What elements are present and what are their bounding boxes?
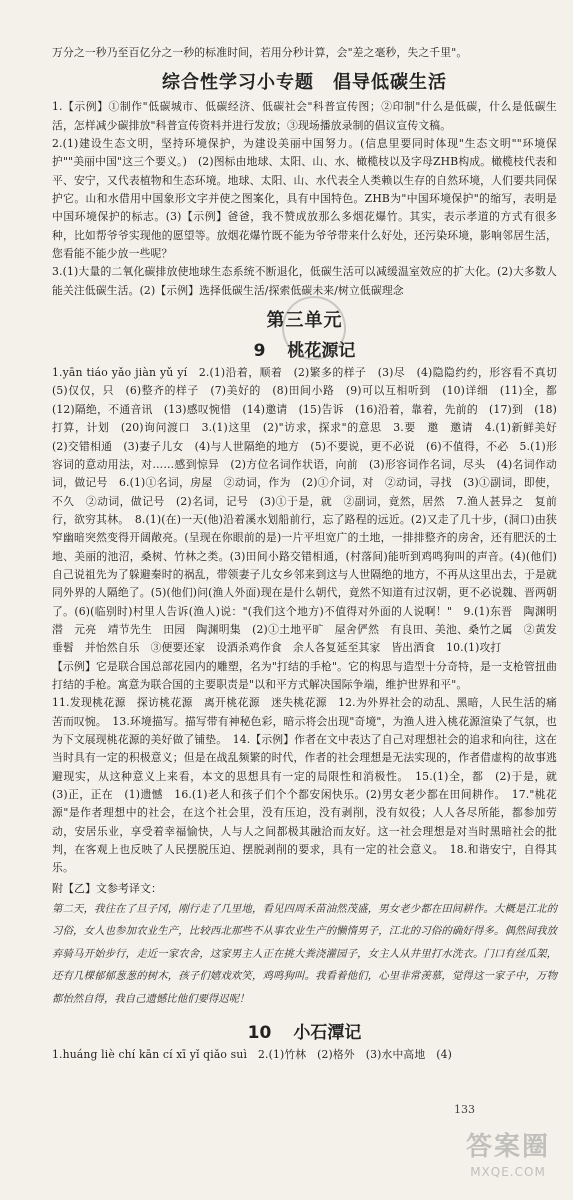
intro-paragraph: 万分之一秒乃至百亿分之一秒的标准时间，若用分秒计算，会"差之毫秒，失之千里"。 xyxy=(52,46,468,59)
lesson-10-title: 小石潭记 xyxy=(293,1023,362,1044)
site-watermark xyxy=(452,1130,564,1192)
lesson-9-example: 【示例】它是联合国总部花园内的雕塑，名为"打结的手枪"。它的构思与造型十分奇特，是一支枪管扭曲打结的手枪。寓意为联合国的主要职责是"以和平方式解决国际争端，维护世界和平"。 xyxy=(52,659,557,691)
page-number: 133 xyxy=(454,1103,475,1116)
lesson-10-number: 10 xyxy=(247,1023,272,1044)
section-answer-1: 1.【示例】①制作"低碳城市、低碳经济、低碳社会"科普宣传图；②印制"什么是低碳，什么是低碳生活，怎样减少碳排放"科普宣传资料并进行发放；③现场播放录制的倡议宣传文稿。 xyxy=(52,100,557,132)
watermark-logo-text: 答案圈 xyxy=(465,1132,550,1162)
translation-text: 第二天，我往在了旦子冈，刚行走了几里地，看见四周禾苗油然茂盛，男女老少都在田间耕作。大概是江北的习俗，女人也参加农业生产，比较西北那些不从事农业生产的懒惰男子，江北的习俗的确好得多。偶然间我放弃骑马开始步行，走近一家农舍，这家男主人正在挑大粪浇灌园子，女主人从井里打水洗衣。门口有丝瓜架，还有几棵郁郁葱葱的树木，孩子们嬉戏欢笑，鸡鸣狗叫。我看着他们，心里非常羡慕，觉得这一家子中，万物都怡然自得，我自己遗憾比他们要得迟呢！ xyxy=(52,902,557,1005)
section-title: 综合性学习小专题 倡导低碳生活 xyxy=(162,72,447,94)
lesson-10-answers: 1.huáng liè chí kān cí xī yǐ qiǎo suì 2.(1)竹林 (2)格外 (3)水中高地 (4) xyxy=(52,1048,452,1062)
section-answer-2: 2.(1)建设生态文明，坚持环境保护，为建设美丽中国努力。(信息里要同时体现"生态文明""环境保护""美丽中国"这三个要义。) (2)图标由地球、太阳、山、水、橄榄枝以及字母ZHB构成。橄榄枝代表和平、安宁，又代表植物和生态环境。地球、太阳、山、水代表全人类赖以生存的自然环境，人们要共同保护它。山和水借用中国象形文字并使之图案化，具有中国特色。ZHB为"中国环境保护"的缩写，表明是中国环境保护的标志。(3)【示例】爸爸，我不赞成放那么多烟花爆竹。其实，表示孝道的方式有很多种，比如帮爷爷实现他的愿望等。放烟花爆竹既不能为爷爷带来什么好处，还污染环境，影响邻居生活，您看能不能少放一些呢？ xyxy=(52,137,557,261)
document-page xyxy=(52,44,568,1065)
watermark-url: MXQE.COM xyxy=(470,1165,546,1179)
section-answer-3: 3.(1)大量的二氧化碳排放使地球生态系统不断退化，低碳生活可以减缓温室效应的扩大化。(2)大多数人能关注低碳生活。(2)【示例】选择低碳生活/探索低碳未来/树立低碳理念 xyxy=(52,265,557,297)
unit-title: 第三单元 xyxy=(266,310,343,332)
lesson-10-heading xyxy=(52,1018,557,1043)
lesson-9-answers-cont: 11.发现桃花源 探访桃花源 离开桃花源 迷失桃花源 12.为外界社会的动乱、黑暗，人民生活的痛苦而叹惋。 13.环境描写。描写带有神秘色彩，暗示将会出现"奇境"，为渔人进入桃花源渲染了气氛，也为下文展现桃花源的美好做了铺垫。 14.【示例】作者在文中表达了自己对理想社会的追求和向往，这在当时具有一定的积极意义；但是在战乱频繁的时代，作者的社会理想是无法实现的，作者借虚构的故事逃避现实，从这种意义上来看，本文的思想具有一定的局限性和消极性。 15.(1)全，都 (2)于是，就 (3)正，正在 (1)遗憾 16.(1)老人和孩子们个个都安闲快乐。(2)男女老少都在田间耕作。 17."桃花源"是作者理想中的社会，在这个社会里，没有压迫，没有剥削，没有奴役；人人各尽所能，都参加劳动，安居乐业，享受着幸福愉快，人与人之间都极其融洽而友好。这一社会理想是对当时黑暗社会的批判，在客观上也反映了人民摆脱压迫、摆脱剥削的要求，具有一定的社会意义。 18.和谐安宁，自得其乐。 xyxy=(52,696,568,875)
lesson-9-title: 桃花源记 xyxy=(287,341,356,362)
translation-label: 附【乙】文参考译文： xyxy=(52,881,162,895)
lesson-9-number: 9 xyxy=(253,341,266,362)
lesson-9-answers: 1.yān tiáo yǎo jiàn yǔ yí 2.(1)沿着，顺着 (2)繁多的样子 (3)尽 (4)隐隐约约，形容看不真切 (5)仅仅，只 (6)整齐的样子 (7)美好的 (8)田间小路 (9)可以互相听到 (10)详细 (11)全，都 (12)隔绝，不通音讯 (13)感叹惋惜 (14)邀请 (15)告诉 (16)沿着，靠着，先前的 (17)到 (18)打算，计划 (20)询问渡口 3.(1)这里 (2)"访求，探求"的意思 3.要 邀 邀请 4.(1)新鲜美好 (2)交错相通 (3)妻子儿女 (4)与人世隔绝的地方 (5)不要说，更不必说 (6)不值得，不必 5.(1)形容词的意动用法，对……感到惊异 (2)方位名词作状语，向前 (3)形容词作名词，尽头 (4)名词作动词，做记号 6.(1)①名词，房屋 ②动词，作为 (2)①介词，对 ②动词，寻找 (3)①副词，即使，不久 ②动词，做记号 (2)名词，记号 (3)①于是，就 ②副词，竟然，居然 7.渔人甚异之 复前行，欲穷其林。 8.(1)(在)一天(他)沿着溪水划船前行，忘了路程的远近。(2)又走了几十步，(洞口)由狭窄幽暗突然变得开阔敞亮。(呈现在你眼前的是)一片平坦宽广的土地，一排排整齐的房舍，还有肥沃的土地、美丽的池沼，桑树、竹林之类。(3)田间小路交错相通，(村落间)能听到鸡鸣狗叫的声音。(4)(他们)自己说祖先为了躲避秦时的祸乱，带领妻子儿女乡邻来到这与人世隔绝的地方，不再从这里出去，于是就同外界的人隔绝了。(5)(他们)问(渔人外面)现在是什么朝代，竟然不知道有过汉朝，更不必说魏、晋两朝了。(6)(临别时)村里人告诉(渔人)说："(我们这个地方)不值得对外面的人说啊！" 9.(1)东晋 陶渊明 潜 元亮 靖节先生 田园 陶渊明集 (2)①土地平旷 屋舍俨然 有良田、美池、桑竹之属 ②黄发垂髫 并怡然自乐 ③便要还家 设酒杀鸡作食 余人各复延至其家 皆出酒食 10.(1)攻打 xyxy=(52,366,568,655)
